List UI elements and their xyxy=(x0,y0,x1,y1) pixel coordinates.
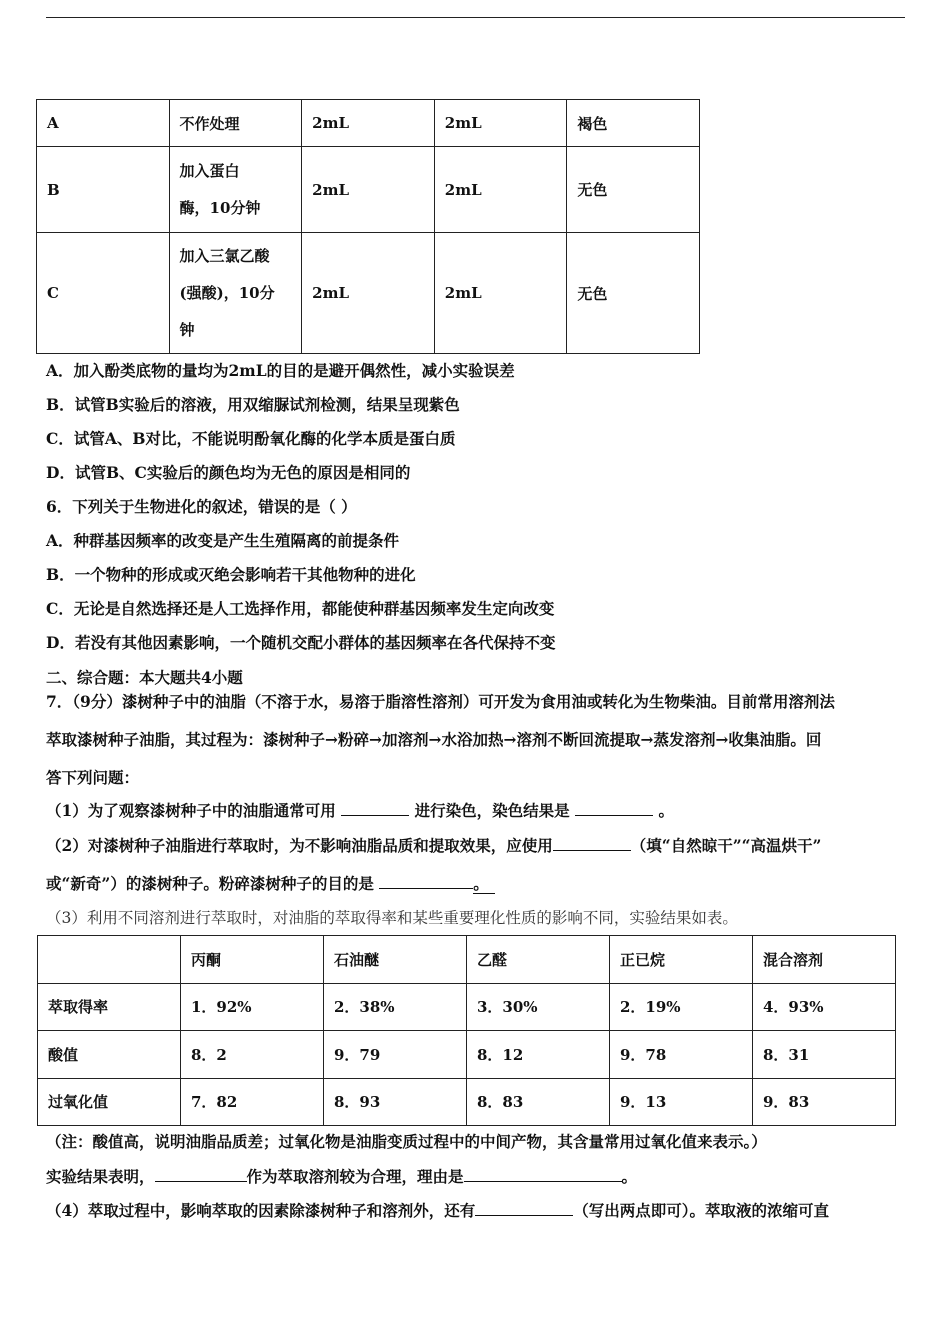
q7-stem-line1: 7．（9分）漆树种子中的油脂（不溶于水，易溶于脂溶性溶剂）可开发为食用油或转化为生物柴油。目前常用溶剂法 xyxy=(46,692,835,711)
answer-blank[interactable] xyxy=(575,799,653,816)
header-cell: 石油醚 xyxy=(324,936,467,984)
q6-option-b: B．一个物种的形成或灭绝会影响若干其他物种的进化 xyxy=(46,565,416,584)
q6-option-d: D．若没有其他因素影响，一个随机交配小群体的基因频率在各代保持不变 xyxy=(46,633,556,652)
q5-option-c: C．试管A、B对比，不能说明酚氧化酶的化学本质是蛋白质 xyxy=(46,429,456,448)
answer-blank[interactable] xyxy=(553,834,631,851)
cell: 8．83 xyxy=(467,1078,610,1126)
cell: 2mL xyxy=(302,233,435,354)
cell: 8．2 xyxy=(181,1031,324,1079)
table-row xyxy=(37,147,700,233)
cell: 9．79 xyxy=(324,1031,467,1079)
header-cell xyxy=(38,936,181,984)
answer-blank[interactable] xyxy=(379,872,473,889)
row-label: C xyxy=(37,233,170,354)
table-row xyxy=(37,233,700,354)
cell: 2mL xyxy=(302,100,435,147)
q6-option-c: C．无论是自然选择还是人工选择作用，都能使种群基因频率发生定向改变 xyxy=(46,599,555,618)
cell: 2mL xyxy=(434,233,567,354)
cell: 1．92% xyxy=(181,983,324,1031)
header-cell: 乙醛 xyxy=(467,936,610,984)
cell: 2mL xyxy=(434,147,567,233)
experiment-table xyxy=(36,99,700,354)
q7-note: （注：酸值高，说明油脂品质差；过氧化物是油脂变质过程中的中间产物，其含量常用过氧化值来表示。） xyxy=(46,1132,767,1151)
table-row xyxy=(37,100,700,147)
table-row xyxy=(38,1078,896,1126)
row-label: B xyxy=(37,147,170,233)
q6-option-a: A．种群基因频率的改变是产生生殖隔离的前提条件 xyxy=(46,531,400,550)
cell: 9．13 xyxy=(610,1078,753,1126)
q7-stem-line2: 萃取漆树种子油脂，其过程为：漆树种子→粉碎→加溶剂→水浴加热→溶剂不断回流提取→蒸发溶剂→收集油脂。回 xyxy=(46,730,822,749)
q7-part3: （3）利用不同溶剂进行萃取时，对油脂的萃取得率和某些重要理化性质的影响不同，实验结果如表。 xyxy=(46,909,738,927)
header-cell: 混合溶剂 xyxy=(753,936,896,984)
answer-blank[interactable] xyxy=(155,1165,247,1182)
q7-part2-cont: 或“新奇”）的漆树种子。粉碎漆树种子的目的是 。 xyxy=(46,872,495,894)
result-cell: 无色 xyxy=(567,233,700,354)
table-row xyxy=(38,1031,896,1079)
answer-blank[interactable] xyxy=(475,1199,573,1216)
q7-part2: （2）对漆树种子油脂进行萃取时，为不影响油脂品质和提取效果，应使用 （填“自然晾干”“高温烘干” xyxy=(46,836,822,855)
row-label: 萃取得率 xyxy=(38,983,181,1031)
solvent-results-table xyxy=(37,935,896,1126)
table-header-row xyxy=(38,936,896,984)
q5-option-b: B．试管B实验后的溶液，用双缩脲试剂检测，结果呈现紫色 xyxy=(46,395,460,414)
treatment-cell: 加入三氯乙酸 (强酸)，10分 钟 xyxy=(169,233,302,354)
q7-conclusion: 实验结果表明， 作为萃取溶剂较为合理，理由是 。 xyxy=(46,1167,638,1186)
answer-blank[interactable] xyxy=(341,799,409,816)
cell: 7．82 xyxy=(181,1078,324,1126)
q7-part4: （4）萃取过程中，影响萃取的因素除漆树种子和溶剂外，还有 （写出两点即可）。萃取液的浓缩可直 xyxy=(46,1201,830,1220)
cell: 2．19% xyxy=(610,983,753,1031)
q7-part1: （1）为了观察漆树种子中的油脂通常可用 进行染色，染色结果是 。 xyxy=(46,801,674,820)
cell: 2．38% xyxy=(324,983,467,1031)
q5-option-d: D．试管B、C实验后的颜色均为无色的原因是相同的 xyxy=(46,463,411,482)
q6-stem: 6．下列关于生物进化的叙述，错误的是（ ） xyxy=(46,497,357,516)
section-heading: 二、综合题：本大题共4小题 xyxy=(46,668,243,687)
header-rule xyxy=(46,17,905,18)
q5-option-a: A．加入酚类底物的量均为2mL的目的是避开偶然性，减小实验误差 xyxy=(46,361,515,380)
row-label: 酸值 xyxy=(38,1031,181,1079)
cell: 8．93 xyxy=(324,1078,467,1126)
cell: 2mL xyxy=(302,147,435,233)
table-row xyxy=(38,983,896,1031)
header-cell: 丙酮 xyxy=(181,936,324,984)
cell: 8．31 xyxy=(753,1031,896,1079)
header-cell: 正已烷 xyxy=(610,936,753,984)
row-label: A xyxy=(37,100,170,147)
row-label: 过氧化值 xyxy=(38,1078,181,1126)
cell: 3．30% xyxy=(467,983,610,1031)
result-cell: 褐色 xyxy=(567,100,700,147)
cell: 8．12 xyxy=(467,1031,610,1079)
cell: 9．78 xyxy=(610,1031,753,1079)
answer-blank[interactable] xyxy=(464,1165,622,1182)
cell: 4．93% xyxy=(753,983,896,1031)
treatment-cell: 不作处理 xyxy=(169,100,302,147)
q7-stem-line3: 答下列问题： xyxy=(46,768,140,787)
cell: 2mL xyxy=(434,100,567,147)
treatment-cell: 加入蛋白 酶，10分钟 xyxy=(169,147,302,233)
cell: 9．83 xyxy=(753,1078,896,1126)
result-cell: 无色 xyxy=(567,147,700,233)
